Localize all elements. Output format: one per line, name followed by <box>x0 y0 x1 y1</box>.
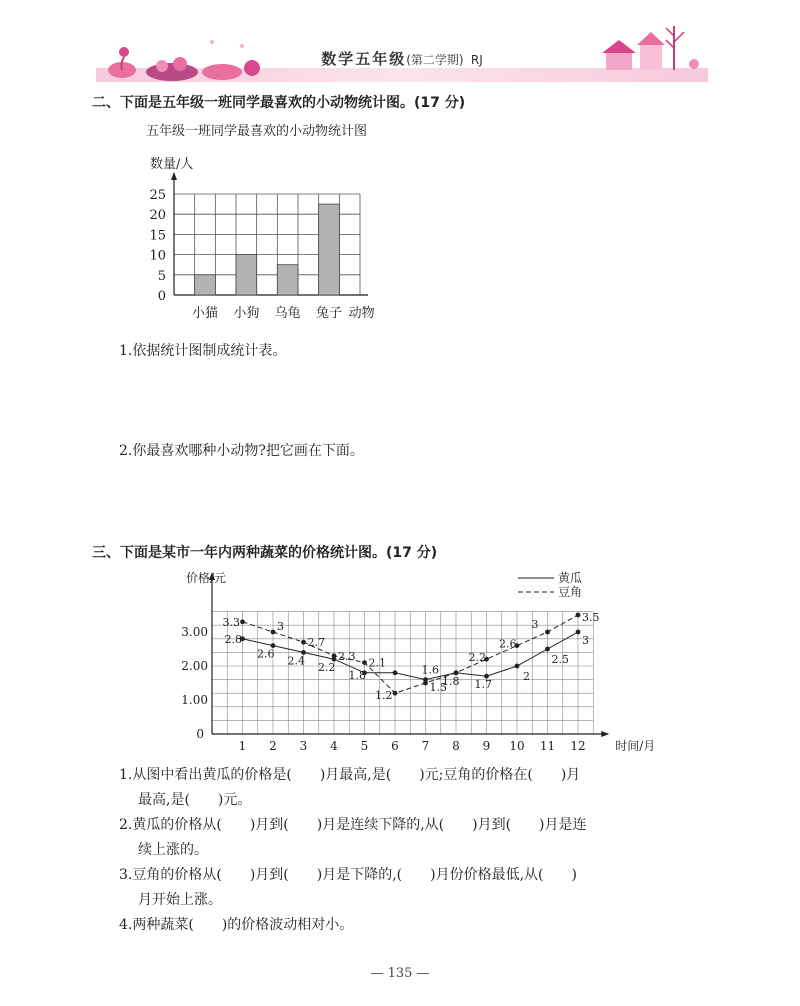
section-3-question-1-line-1: 1.从图中看出黄瓜的价格是( )月最高,是( )元;豆角的价格在( )月 <box>119 767 581 783</box>
line-chart-data-label: 3 <box>277 620 284 633</box>
line-chart-data-label: 1.2 <box>375 689 393 703</box>
line-chart-data-label: 2.1 <box>368 656 386 670</box>
bar-chart-bar <box>319 204 340 295</box>
line-chart-data-label: 2.2 <box>318 661 336 675</box>
section-3-question-3-line-2: 月开始上涨。 <box>138 892 222 908</box>
bar-chart-category-label: 小猫 <box>191 306 219 321</box>
line-chart-point <box>393 670 398 675</box>
line-chart-point <box>545 647 550 652</box>
bar-chart-ytick-label: 25 <box>149 188 166 203</box>
line-chart-data-label: 1.8 <box>348 668 366 682</box>
bar-chart-caption: 五年级一班同学最喜欢的小动物统计图 <box>146 124 368 139</box>
line-chart-data-label: 2.4 <box>287 654 305 668</box>
bar-chart <box>140 148 410 328</box>
bar-chart-bar <box>195 275 216 295</box>
bar-chart-ylabel: 数量/人 <box>150 157 194 172</box>
line-chart-point <box>545 630 550 635</box>
section-3-question-4: 4.两种蔬菜( )的价格波动相对小。 <box>119 917 354 933</box>
bar-chart-y-axis-arrow <box>171 172 177 180</box>
line-chart-point <box>332 653 337 658</box>
bar-chart-ytick-label: 10 <box>149 248 166 264</box>
line-chart-data-label: 3.3 <box>222 615 240 629</box>
bar-chart-category-label: 兔子 <box>315 306 343 321</box>
line-chart-point <box>240 619 245 624</box>
bar-chart-ytick-label: 15 <box>149 228 166 244</box>
line-chart-data-label: 2.8 <box>224 632 242 646</box>
line-chart-ytick-label: 1.00 <box>181 693 208 707</box>
line-chart-point <box>576 630 581 635</box>
line-chart-data-label: 1.8 <box>442 674 460 688</box>
line-chart-xtick-label: 8 <box>452 739 460 753</box>
line-chart-data-label: 2.6 <box>257 647 275 661</box>
line-chart-data-label: 3.5 <box>582 611 600 624</box>
line-chart-xtick-label: 6 <box>391 739 399 753</box>
line-chart-point <box>423 681 428 686</box>
line-chart-xtick-label: 4 <box>330 739 338 753</box>
line-chart-data-label: 2 <box>523 670 530 683</box>
line-chart-xtick-label: 1 <box>238 739 247 753</box>
section-2-title: 二、下面是五年级一班同学最喜欢的小动物统计图。(17 分) <box>92 95 466 111</box>
line-chart-point <box>454 670 459 675</box>
line-chart-xtick-label: 2 <box>269 739 277 753</box>
bar-chart-ytick-label: 20 <box>149 208 166 224</box>
section-3-question-2-line-1: 2.黄瓜的价格从( )月到( )月是连续下降的,从( )月到( )月是连 <box>119 817 587 833</box>
line-chart-xtick-label: 3 <box>299 739 308 753</box>
bar-chart-ytick-label: 0 <box>157 289 166 304</box>
line-chart-xtick-label: 11 <box>539 739 556 753</box>
line-chart-legend-label: 豆角 <box>558 585 583 599</box>
line-chart-data-label: 2.3 <box>338 649 356 663</box>
bar-chart-category-label: 乌龟 <box>274 306 301 321</box>
section-3-question-2-line-2: 续上涨的。 <box>138 842 208 858</box>
line-chart-xlabel: 时间/月 <box>615 739 656 753</box>
header-edition: RJ <box>470 53 483 67</box>
line-chart-data-label: 2.7 <box>307 636 325 650</box>
line-chart-point <box>576 613 581 618</box>
section-3-question-3-line-1: 3.豆角的价格从( )月到( )月是下降的,( )月份价格最低,从( ) <box>119 867 577 883</box>
line-chart-origin-label: 0 <box>196 727 204 741</box>
bar-chart-category-label: 小狗 <box>233 306 260 321</box>
line-chart-ytick-label: 3.00 <box>181 625 208 639</box>
bar-chart-bar <box>277 265 298 295</box>
line-chart-xtick-label: 10 <box>509 739 525 753</box>
page-number: — 135 — <box>370 966 430 981</box>
line-chart-data-label: 2.5 <box>551 653 569 666</box>
line-chart-point <box>362 660 367 665</box>
bar-chart-bar <box>236 255 257 295</box>
line-chart-data-label: 3 <box>582 634 589 647</box>
header-subtitle: (第二学期) <box>406 53 464 67</box>
line-chart-data-label: 3 <box>531 618 539 631</box>
line-chart-xtick-label: 12 <box>570 739 586 753</box>
line-chart-data-label: 2.6 <box>499 637 517 651</box>
line-chart-xtick-label: 7 <box>421 739 430 753</box>
line-chart-data-label: 2.2 <box>468 651 486 665</box>
section-2-question-1: 1.依据统计图制成统计表。 <box>119 343 287 359</box>
header-title-main: 数学五年级 <box>321 50 407 68</box>
line-chart-point <box>515 664 520 669</box>
line-chart-x-axis-arrow <box>601 731 609 737</box>
line-chart-legend-label: 黄瓜 <box>558 571 583 585</box>
line-chart-xtick-label: 9 <box>482 739 491 753</box>
section-2-question-2: 2.你最喜欢哪种小动物?把它画在下面。 <box>119 443 364 459</box>
line-chart-data-label: 1.6 <box>421 663 439 677</box>
line-chart-xtick-label: 5 <box>360 739 369 753</box>
bar-chart-xlabel: 动物 <box>348 306 375 321</box>
line-chart-ylabel: 价格/元 <box>186 571 227 585</box>
line-chart-data-label: 1.7 <box>474 678 492 692</box>
line-chart <box>176 568 656 758</box>
line-chart-point <box>271 630 276 635</box>
section-3-question-1-line-2: 最高,是( )元。 <box>138 792 252 808</box>
line-chart-point <box>301 640 306 645</box>
line-chart-point <box>393 691 398 696</box>
line-chart-ytick-label: 2.00 <box>181 659 208 673</box>
bar-chart-ytick-label: 5 <box>157 268 166 284</box>
header-title <box>96 48 708 69</box>
line-chart-data-label: 1.5 <box>429 681 447 694</box>
page-header <box>96 22 708 84</box>
section-3-title: 三、下面是某市一年内两种蔬菜的价格统计图。(17 分) <box>92 545 438 561</box>
